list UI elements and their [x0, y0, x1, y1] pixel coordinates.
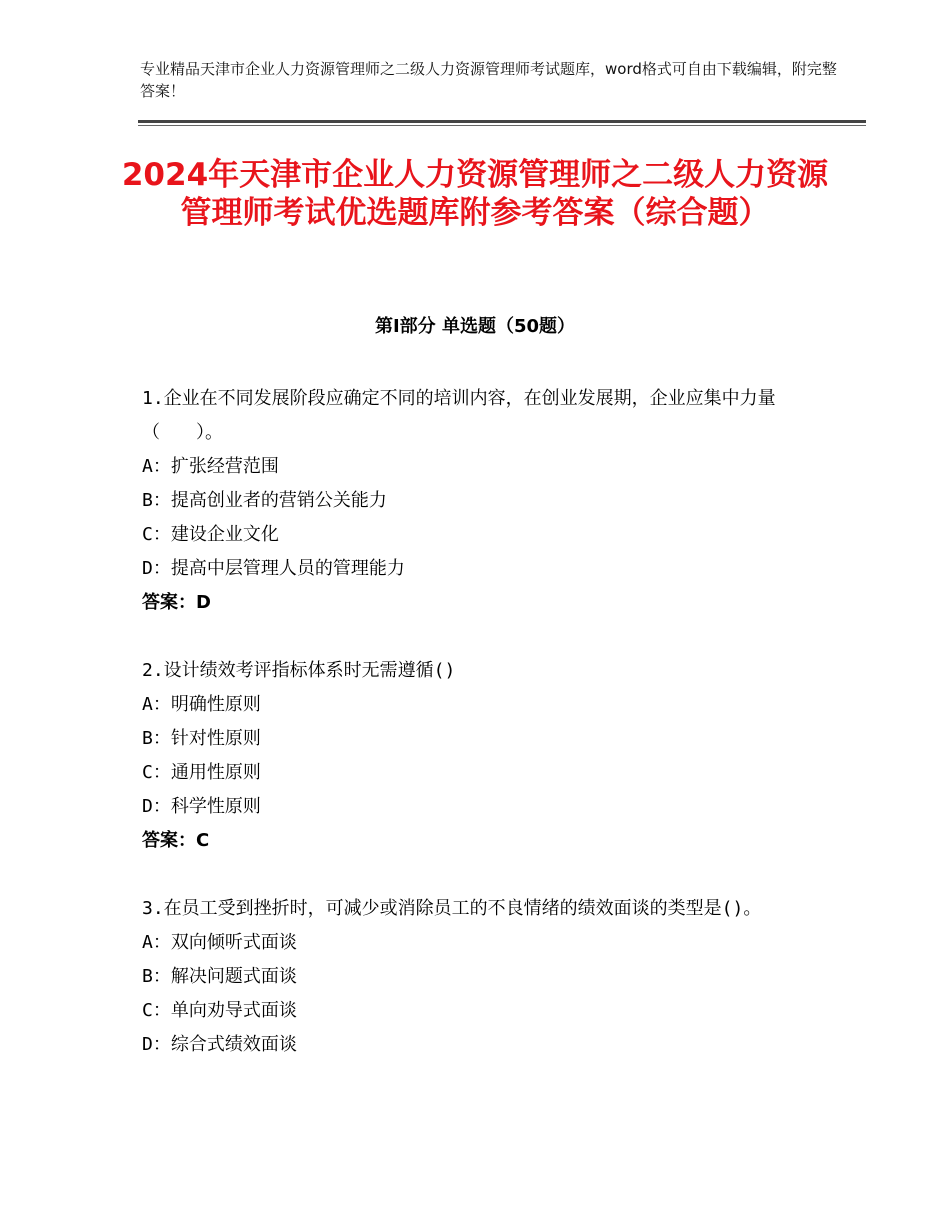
option-a: A：双向倾听式面谈: [142, 932, 297, 953]
option-b: B：针对性原则: [142, 728, 261, 749]
option-c: C：通用性原则: [142, 762, 261, 783]
question-2: [142, 654, 822, 858]
option-b: B：提高创业者的营销公关能力: [142, 490, 387, 511]
option-b: B：解决问题式面谈: [142, 966, 297, 987]
option-d: D：综合式绩效面谈: [142, 1034, 297, 1055]
header-rule-thin: [138, 125, 866, 126]
question-stem: 3.在员工受到挫折时，可减少或消除员工的不良情绪的绩效面谈的类型是()。: [142, 898, 762, 919]
section-title: 第Ⅰ部分 单选题（50题）: [374, 316, 575, 337]
option-d: D：科学性原则: [142, 796, 261, 817]
header-note: 专业精品天津市企业人力资源管理师之二级人力资源管理师考试题库，word格式可自由下载编辑，附完整答案！: [140, 60, 837, 100]
option-a: A：扩张经营范围: [142, 456, 279, 477]
option-c: C：建设企业文化: [142, 524, 279, 545]
question-3: [142, 892, 822, 1062]
question-stem: 1.企业在不同发展阶段应确定不同的培训内容，在创业发展期，企业应集中力量（ ）。: [142, 388, 776, 443]
answer: 答案：C: [142, 830, 210, 851]
header-rule-thick: [138, 120, 866, 123]
question-1: [142, 382, 822, 620]
question-list: [142, 382, 822, 1096]
option-a: A：明确性原则: [142, 694, 261, 715]
option-d: D：提高中层管理人员的管理能力: [142, 558, 405, 579]
document-title: 2024年天津市企业人力资源管理师之二级人力资源管理师考试优选题库附参考答案（综合题）: [121, 157, 829, 231]
option-c: C：单向劝导式面谈: [142, 1000, 297, 1021]
answer: 答案：D: [142, 592, 211, 613]
question-stem: 2.设计绩效考评指标体系时无需遵循(): [142, 660, 456, 681]
